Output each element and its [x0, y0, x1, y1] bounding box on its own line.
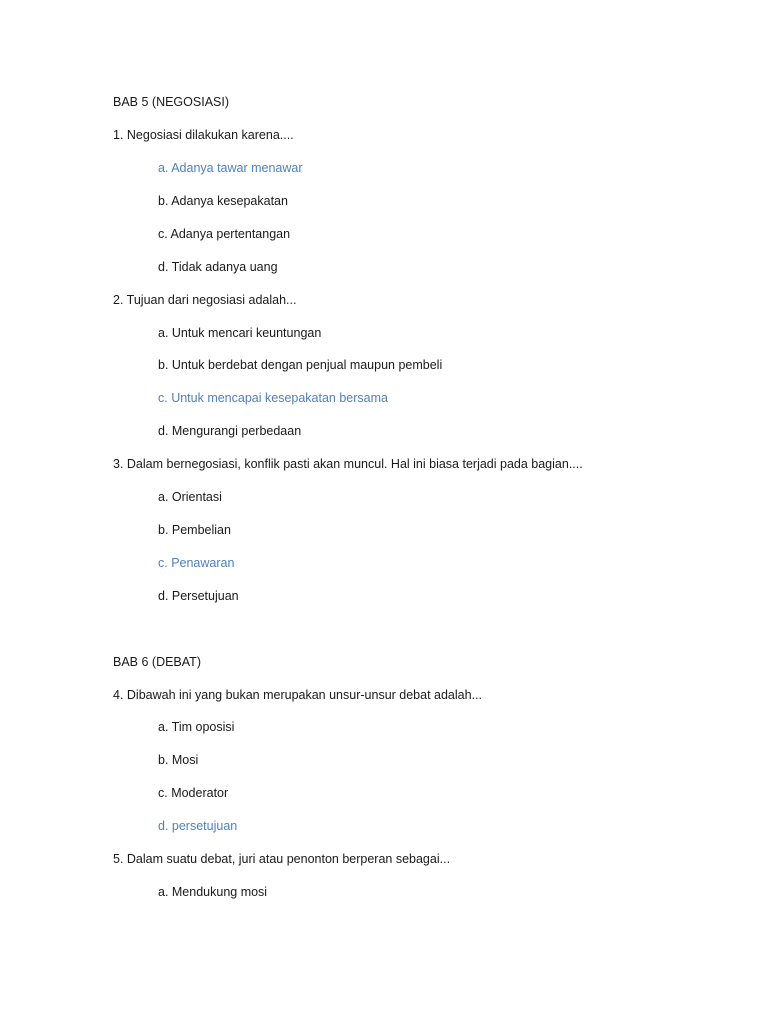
- question-text: 1. Negosiasi dilakukan karena....: [113, 128, 294, 142]
- answer-option-correct: a. Adanya tawar menawar: [158, 161, 303, 175]
- answer-option: c. Adanya pertentangan: [158, 227, 291, 241]
- answer-option-correct: c. Penawaran: [158, 556, 235, 570]
- answer-option: a. Orientasi: [158, 490, 222, 504]
- answer-option: d. Persetujuan: [158, 589, 239, 603]
- question-text: 4. Dibawah ini yang bukan merupakan unsur-unsur debat adalah...: [113, 688, 482, 702]
- section-heading: BAB 6 (DEBAT): [113, 655, 201, 669]
- answer-option: d. Mengurangi perbedaan: [158, 424, 302, 438]
- answer-option: b. Untuk berdebat dengan penjual maupun pembeli: [158, 358, 443, 372]
- answer-option: b. Pembelian: [158, 523, 231, 537]
- answer-option: d. Tidak adanya uang: [158, 260, 278, 274]
- answer-option-correct: d. persetujuan: [158, 819, 238, 833]
- question-text: 5. Dalam suatu debat, juri atau penonton berperan sebagai...: [113, 852, 451, 866]
- section-heading: BAB 5 (NEGOSIASI): [113, 95, 230, 109]
- answer-option: a. Untuk mencari keuntungan: [158, 326, 322, 340]
- answer-option: c. Moderator: [158, 786, 229, 800]
- answer-option: a. Tim oposisi: [158, 720, 235, 734]
- answer-option: a. Mendukung mosi: [158, 885, 268, 899]
- answer-option: b. Mosi: [158, 753, 199, 767]
- question-text: 2. Tujuan dari negosiasi adalah...: [113, 293, 297, 307]
- answer-option-correct: c. Untuk mencapai kesepakatan bersama: [158, 391, 388, 405]
- question-text: 3. Dalam bernegosiasi, konflik pasti akan muncul. Hal ini biasa terjadi pada bagian....: [113, 457, 583, 471]
- answer-option: b. Adanya kesepakatan: [158, 194, 288, 208]
